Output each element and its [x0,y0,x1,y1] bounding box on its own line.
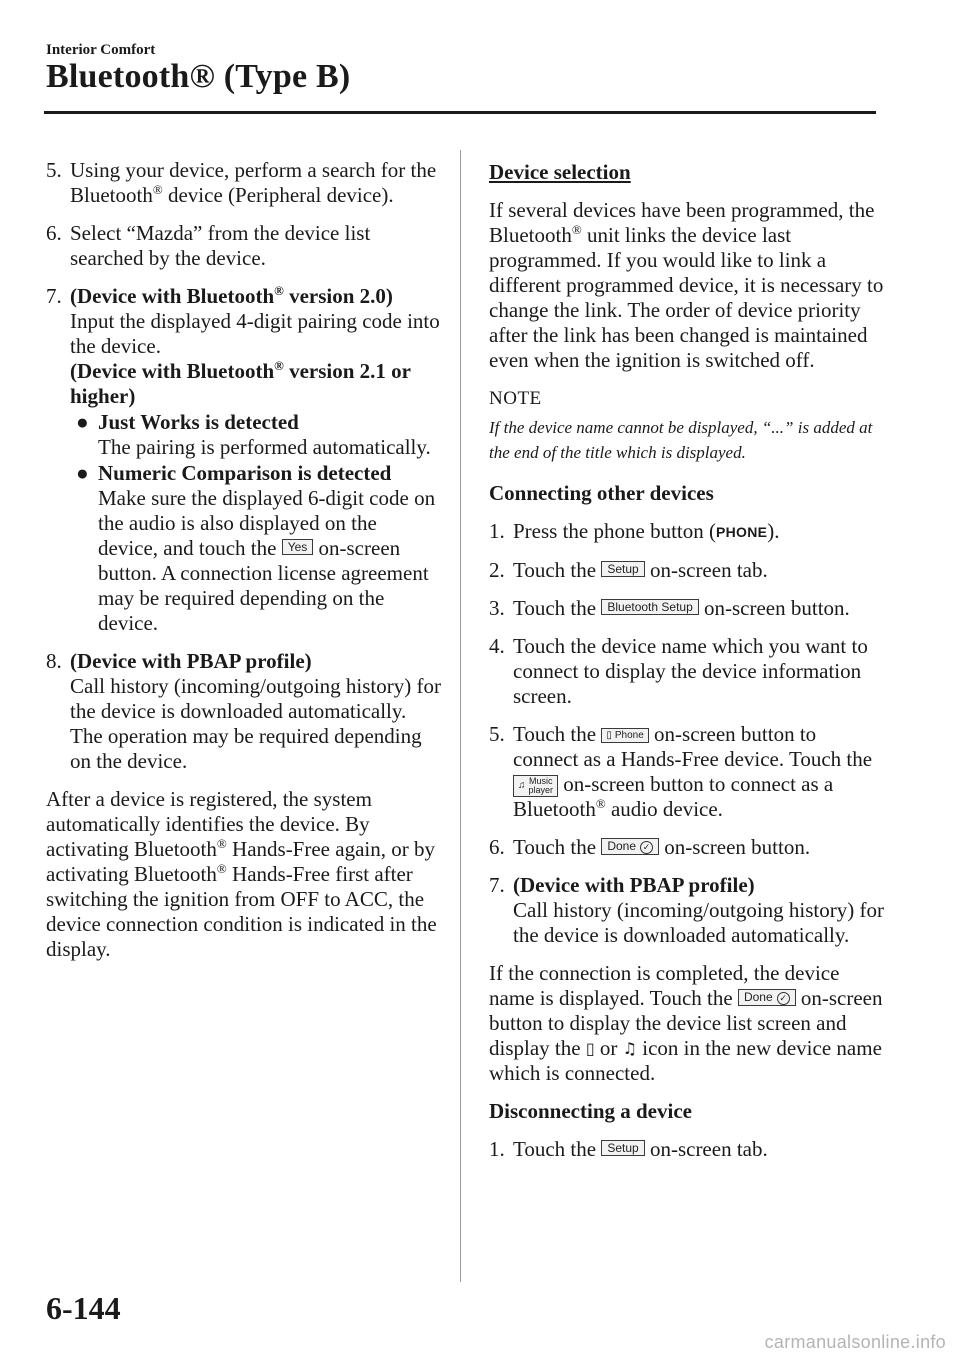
connect-step-2: 2. Touch the Setup on-screen tab. [489,558,768,582]
bluetooth-setup-button: Bluetooth Setup [601,599,698,615]
done-button: Done ✓ [601,838,659,855]
music-icon: ♫ [518,780,526,791]
step-text: Select “Mazda” from the device list searched by the device. [70,221,371,270]
yes-button: Yes [282,539,314,555]
step-text: Using your device, perform a search for the Bluetooth® device (Peripheral device). [70,158,437,207]
pairing-code-text: Input the displayed 4-digit pairing code into the device. [70,309,440,358]
page-number: 6-144 [46,1290,121,1326]
step-6 [46,221,441,271]
bullet-icon: ● [76,461,89,485]
section-label: Interior Comfort [46,42,156,58]
device-selection-paragraph: If several devices have been programmed, the Bluetooth® unit links the device last programmed. If you would like to link a different programmed device, it is necessary to change the link. The order of device priority after the link has been changed is maintained even when the ignition is switched off. [489,198,884,372]
connection-completed-paragraph: If the connection is completed, the device name is displayed. Touch the Done ✓ on-screen button to display the device list screen and display the ▯ or ♫ icon in the new device name which is connected. [489,961,883,1085]
disconnect-step-1: 1. Touch the Setup on-screen tab. [489,1137,768,1161]
check-icon: ✓ [640,841,653,854]
music-icon: ♫ [622,1039,637,1058]
disconnecting-heading: Disconnecting a device [489,1099,692,1123]
step-5 [46,158,441,208]
bullet-numeric-comparison: ● Numeric Comparison is detected Make sure the displayed 6-digit code on the audio is also displayed on the device, and touch the Yes on-screen button. A connection license agreement may be required depending on the device. [70,461,441,636]
music-player-onscreen-button: ♫ Music player [513,775,558,797]
connect-step-3: 3. Touch the Bluetooth Setup on-screen button. [489,596,850,620]
bullet-icon: ● [76,410,89,434]
column-divider [460,150,461,1282]
version-2-1-heading: (Device with Bluetooth® version 2.1 or higher) [70,358,411,408]
connect-step-7: 7. (Device with PBAP profile) Call history (incoming/outgoing history) for the device is downloaded automatically. [489,873,884,947]
phone-icon: ▯ [585,1039,595,1058]
bullet-just-works: ● Just Works is detected The pairing is performed automatically. [70,410,441,460]
left-column [46,158,441,975]
phone-icon: ▯ [606,730,612,741]
phone-button: PHONE [715,524,768,540]
step-number: 8. [46,649,62,673]
after-registration-paragraph: After a device is registered, the system automatically identifies the device. By activating Bluetooth® Hands-Free again, or by activating Bluetooth® Hands-Free first after switching the ignition from OFF to ACC, the device connection condition is indicated in the display. [46,787,437,961]
phone-onscreen-button: ▯ Phone [601,728,648,743]
done-button: Done ✓ [738,989,796,1006]
note-label: NOTE [489,388,542,409]
step-number: 6. [46,221,62,245]
right-column [489,158,884,1175]
step-8: 8. (Device with PBAP profile) Call history (incoming/outgoing history) for the device is downloaded automatically. The operation may be required depending on the device. [46,649,441,773]
page-title: Bluetooth® (Type B) [46,58,351,95]
watermark: carmanualsonline.info [764,1332,946,1352]
connect-step-6: 6. Touch the Done ✓ on-screen button. [489,835,811,859]
setup-tab: Setup [601,1140,644,1156]
connect-step-4: 4. Touch the device name which you want to connect to display the device information screen. [489,634,868,708]
check-icon: ✓ [777,992,790,1005]
title-rule [44,111,876,114]
device-selection-heading: Device selection [489,160,631,184]
version-2-0-heading: (Device with Bluetooth® version 2.0) [70,283,393,308]
connect-step-1: 1. Press the phone button (PHONE). [489,519,780,543]
connect-step-5: 5. Touch the ▯ Phone on-screen button to connect as a Hands-Free device. Touch the ♫ Music player on-screen button to connect as a Bluetooth® audio device. [489,722,873,821]
step-number: 7. [46,284,62,308]
note-text: If the device name cannot be displayed, “...” is added at the end of the title which is displayed. [489,418,873,462]
setup-tab: Setup [601,561,644,577]
connecting-heading: Connecting other devices [489,481,714,505]
step-number: 5. [46,158,62,182]
step-7 [46,284,441,636]
